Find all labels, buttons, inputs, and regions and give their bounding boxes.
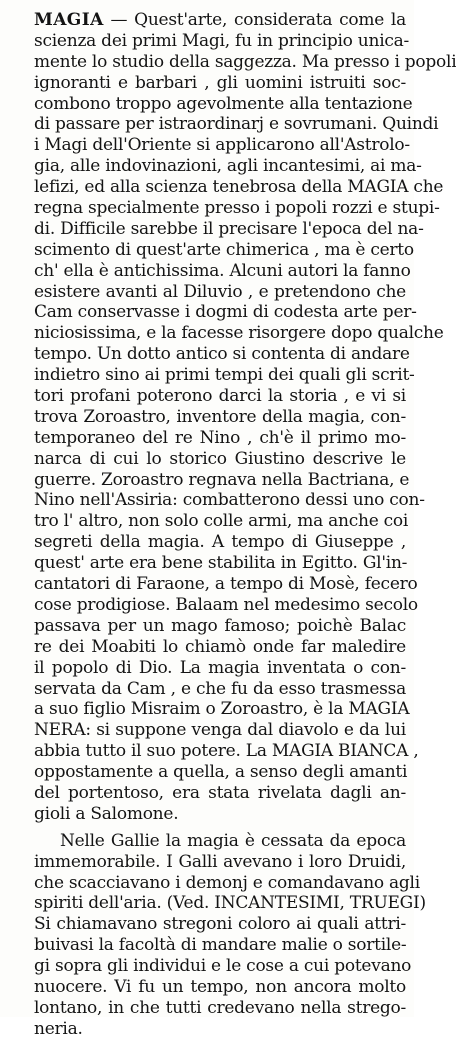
body-line: Nino nell'Assiria: combatterono dessi uno con-: [34, 490, 425, 511]
article-first-line: MAGIA — Quest'arte, considerata come la: [34, 10, 406, 30]
body-line: abbia tutto il suo potere. La MAGIA BIANCA ,: [34, 741, 419, 762]
body-line: ch' ella è antichissima. Alcuni autori la fanno: [34, 260, 411, 281]
body-line: re dei Moabiti lo chiamò onde far maledire: [34, 636, 406, 657]
body-line: servata da Cam , e che fu da esso trasmessa: [34, 678, 406, 699]
body-line: tro l' altro, non solo colle armi, ma anche coi: [34, 511, 409, 532]
body-line: Cam conservasse i dogmi di codesta arte per-: [34, 302, 417, 323]
body-line: del portentoso, era stata rivelata dagli an-: [34, 782, 406, 803]
body-line: di passare per istraordinarj e sovrumani. Quindi: [34, 114, 439, 135]
body-line: NERA: si suppone venga dal diavolo e da lui: [34, 720, 406, 741]
body-line: scienza dei primi Magi, fu in principio unica-: [34, 30, 410, 51]
body-line: spiriti dell'aria. (Ved. INCANTESIMI, TRUEGI): [34, 893, 426, 914]
body-line: di. Difficile sarebbe il precisare l'epoca del na-: [34, 218, 424, 239]
body-line: quest' arte era bene stabilita in Egitto. Gl'in-: [34, 553, 408, 574]
body-line: che scacciavano i demonj e comandavano agli: [34, 872, 420, 893]
body-line: cose prodigiose. Balaam nel medesimo secolo: [34, 594, 418, 615]
body-line: gi sopra gli individui e le cose a cui potevano: [34, 956, 412, 977]
body-line: ignoranti e barbari , gli uomini istruiti soc-: [34, 72, 406, 93]
article-magia: [34, 10, 456, 1040]
body-line: trova Zoroastro, inventore della magia, con-: [34, 406, 406, 427]
body-line: mente lo studio della saggezza. Ma presso i popoli: [34, 51, 456, 72]
body-line: segreti della magia. A tempo di Giuseppe ,: [34, 532, 406, 553]
body-line: nuocere. Vi fu un tempo, non ancora molto: [34, 976, 406, 997]
body-line: tori profani poterono darci la storia , e vi si: [34, 386, 406, 407]
body-line: gia, alle indovinazioni, agli incantesimi, ai ma-: [34, 156, 422, 177]
body-line: scimento di quest'arte chimerica , ma è certo: [34, 239, 414, 260]
body-line: i Magi dell'Oriente si applicarono all'Astrolo-: [34, 135, 410, 156]
body-line: lefizi, ed alla scienza tenebrosa della MAGIA che: [34, 177, 444, 198]
body-line: temporaneo del re Nino , ch'è il primo mo-: [34, 427, 406, 448]
body-line: il popolo di Dio. La magia inventata o con-: [34, 657, 406, 678]
body-line: indietro sino ai primi tempi dei quali gli scrit-: [34, 365, 415, 386]
headword: MAGIA: [34, 10, 104, 30]
body-line: Si chiamavano stregoni coloro ai quali attri-: [34, 914, 406, 935]
body-line: oppostamente a quella, a senso degli amanti: [34, 762, 408, 783]
body-line: cantatori di Faraone, a tempo di Mosè, fecero: [34, 574, 418, 595]
body-line: a suo figlio Misraim o Zoroastro, è la MAGIA: [34, 699, 410, 720]
body-line: guerre. Zoroastro regnava nella Bactriana, e: [34, 469, 410, 490]
body-line-last: gioli a Salomone.: [34, 803, 179, 824]
body-line: niciosissima, e la facesse risorgere dopo qualche: [34, 323, 444, 344]
body-line: immemorabile. I Galli avevano i loro Druidi,: [34, 851, 406, 872]
body-line: lontano, in che tutti credevano nella strego-: [34, 997, 406, 1018]
body-line: combono troppo agevolmente alla tentazione: [34, 93, 413, 114]
body-line: tempo. Un dotto antico si contenta di andare: [34, 344, 410, 365]
body-line-last: neria.: [34, 1018, 83, 1039]
body-line: narca di cui lo storico Giustino descrive le: [34, 448, 406, 469]
paragraph2-first-line: Nelle Gallie la magia è cessata da epoca: [60, 830, 406, 851]
body-line: buivasi la facoltà di mandare malie o sortile-: [34, 935, 407, 956]
body-line: esistere avanti al Diluvio , e pretendono che: [34, 281, 406, 302]
body-line: regna specialmente presso i popoli rozzi e stupi-: [34, 198, 440, 219]
body-line: passava per un mago famoso; poichè Balac: [34, 615, 406, 636]
